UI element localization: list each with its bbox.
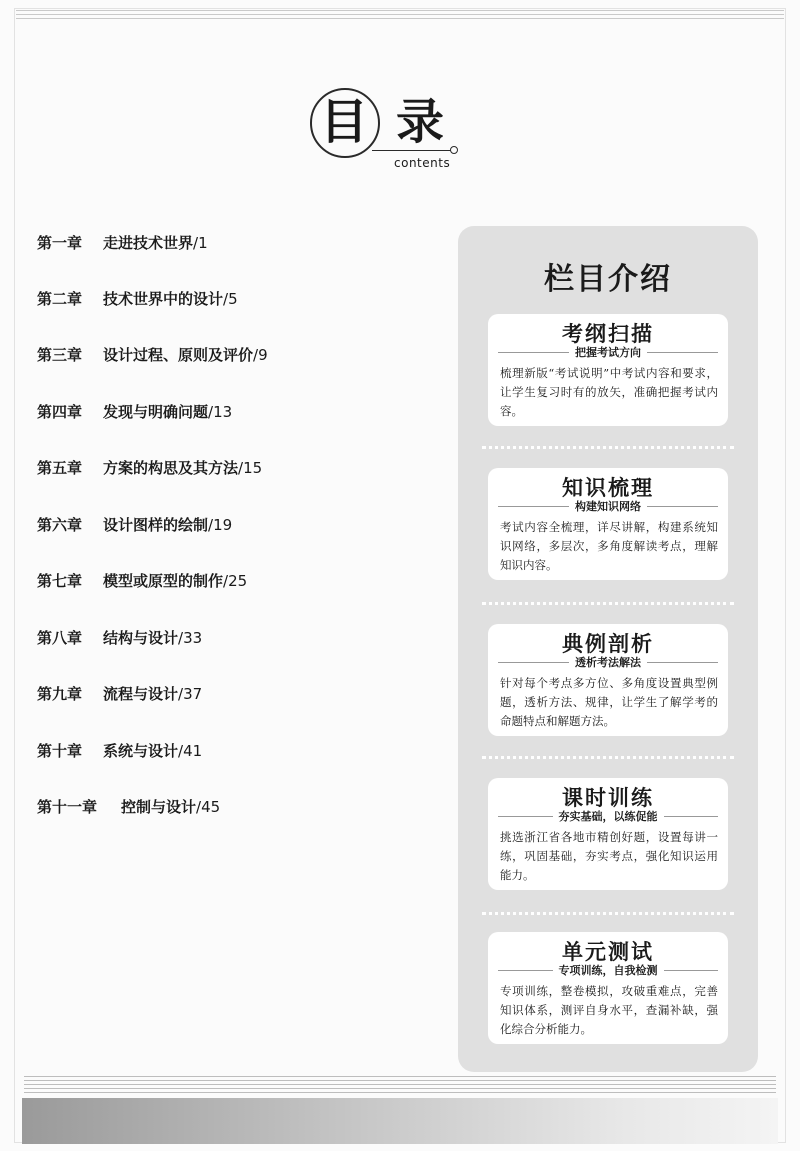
card-subtitle-text: 夯实基础，以练促能	[553, 810, 664, 823]
toc-item[interactable]	[37, 740, 202, 761]
toc-title: 方案的构思及其方法	[103, 459, 239, 477]
card-body: 考试内容全梳理，详尽讲解，构建系统知识网络，多层次，多角度解读考点，理解知识内容。	[500, 520, 718, 572]
intro-card	[488, 314, 728, 426]
toc-item[interactable]	[37, 796, 220, 817]
toc-chapter: 第十一章	[37, 798, 98, 816]
intro-card	[488, 778, 728, 890]
top-decor-lines	[16, 10, 784, 22]
toc-chapter: 第一章	[37, 234, 83, 252]
card-subtitle	[488, 808, 728, 824]
toc-page: /45	[196, 798, 221, 816]
toc-item[interactable]	[37, 627, 202, 648]
toc-page: /37	[178, 685, 203, 703]
bottom-decor-lines	[24, 1076, 776, 1096]
toc-item[interactable]	[37, 514, 232, 535]
card-title: 考纲扫描	[562, 321, 654, 346]
toc-page: /25	[223, 572, 248, 590]
toc-title: 发现与明确问题	[103, 403, 209, 421]
dotted-divider	[482, 912, 734, 915]
toc-page: /15	[238, 459, 263, 477]
toc-page: /9	[253, 346, 268, 364]
card-subtitle-text: 构建知识网络	[569, 500, 647, 513]
card-title: 课时训练	[562, 785, 654, 810]
toc-title: 结构与设计	[103, 629, 179, 647]
card-subtitle	[488, 498, 728, 514]
card-subtitle	[488, 654, 728, 670]
toc-chapter: 第六章	[37, 516, 83, 534]
card-subtitle-text: 把握考试方向	[569, 346, 647, 359]
toc-chapter: 第八章	[37, 629, 83, 647]
toc-item[interactable]	[37, 288, 238, 309]
page-title	[310, 88, 510, 178]
toc-page: /5	[223, 290, 238, 308]
toc-page: /19	[208, 516, 233, 534]
toc-title: 模型或原型的制作	[103, 572, 224, 590]
title-subtitle: contents	[394, 156, 451, 170]
card-subtitle-text: 透析考法解法	[569, 656, 647, 669]
card-body: 挑选浙江省各地市精创好题，设置每讲一练，巩固基础，夯实考点，强化知识运用能力。	[500, 830, 718, 882]
toc-title: 走进技术世界	[103, 234, 194, 252]
card-subtitle-text: 专项训练，自我检测	[553, 964, 664, 977]
toc-item[interactable]	[37, 232, 208, 253]
toc-chapter: 第五章	[37, 459, 83, 477]
toc-chapter: 第七章	[37, 572, 83, 590]
toc-chapter: 第四章	[37, 403, 83, 421]
card-subtitle	[488, 962, 728, 978]
card-subtitle	[488, 344, 728, 360]
toc-title: 流程与设计	[103, 685, 179, 703]
toc-item[interactable]	[37, 344, 268, 365]
dotted-divider	[482, 446, 734, 449]
card-title: 典例剖析	[562, 631, 654, 656]
title-char-2: 录	[396, 94, 445, 150]
panel-title: 栏目介绍	[544, 262, 672, 297]
title-char-1: 目	[320, 94, 369, 150]
card-body: 专项训练，整卷模拟，攻破重难点，完善知识体系，测评自身水平，查漏补缺，强化综合分析能力。	[500, 984, 718, 1036]
intro-card	[488, 624, 728, 736]
card-body: 梳理新版“考试说明”中考试内容和要求，让学生复习时有的放矢，准确把握考试内容。	[500, 366, 718, 418]
toc-title: 系统与设计	[103, 742, 179, 760]
toc-item[interactable]	[37, 457, 262, 478]
toc-item[interactable]	[37, 683, 202, 704]
toc-chapter: 第十章	[37, 742, 83, 760]
toc-page: /13	[208, 403, 233, 421]
toc-page: /33	[178, 629, 203, 647]
card-title: 知识梳理	[562, 475, 654, 500]
toc-title: 设计图样的绘制	[103, 516, 209, 534]
intro-card	[488, 468, 728, 580]
toc-title: 控制与设计	[121, 798, 197, 816]
title-dot	[450, 146, 458, 154]
toc-chapter: 第九章	[37, 685, 83, 703]
bottom-gradient-band	[22, 1098, 778, 1144]
toc-chapter: 第二章	[37, 290, 83, 308]
toc-title: 技术世界中的设计	[103, 290, 224, 308]
toc-item[interactable]	[37, 401, 232, 422]
toc-item[interactable]	[37, 570, 247, 591]
card-body: 针对每个考点多方位、多角度设置典型例题，透析方法、规律，让学生了解学考的命题特点和解题方法。	[500, 676, 718, 728]
intro-card	[488, 932, 728, 1044]
toc-chapter: 第三章	[37, 346, 83, 364]
card-title: 单元测试	[562, 939, 654, 964]
title-underline	[372, 150, 452, 151]
toc-title: 设计过程、原则及评价	[103, 346, 254, 364]
dotted-divider	[482, 602, 734, 605]
toc-page: /41	[178, 742, 203, 760]
column-intro-panel	[458, 226, 758, 1072]
dotted-divider	[482, 756, 734, 759]
toc-page: /1	[193, 234, 208, 252]
